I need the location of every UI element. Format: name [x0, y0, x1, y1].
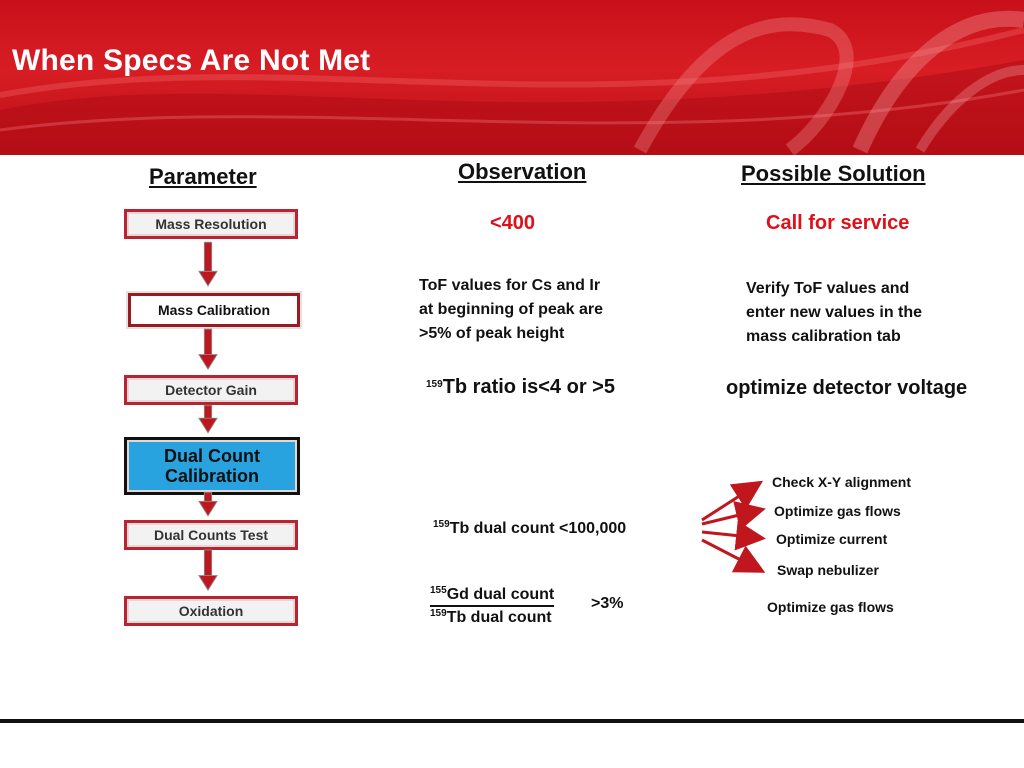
dual-test-solution-1: Check X-Y alignment: [772, 474, 912, 490]
flow-step-label: Detector Gain: [165, 382, 257, 398]
gain-observation: [426, 376, 615, 399]
flow-step-detector-gain: [124, 375, 298, 405]
oxidation-threshold: >3%: [591, 595, 624, 612]
flow-step-dual-count-calibration: [124, 437, 300, 495]
calibration-observation-line: ToF values for Cs and Ir: [419, 277, 601, 294]
isotope-superscript: 159: [426, 379, 443, 390]
flow-step-oxidation: [124, 596, 298, 626]
branching-arrows-icon: [698, 478, 778, 578]
oxidation-numerator: [430, 586, 554, 607]
calibration-solution-line: Verify ToF values and: [746, 280, 910, 297]
bottom-divider: [0, 719, 1024, 723]
isotope-superscript: 155: [430, 585, 447, 596]
parameter-header: Parameter: [149, 164, 257, 189]
calibration-solution-line: enter new values in the: [746, 304, 923, 321]
flow-step-label-line2: Calibration: [164, 466, 259, 486]
resolution-solution: Call for service: [766, 212, 910, 234]
resolution-observation: <400: [490, 212, 536, 234]
flow-arrow-down-icon: [198, 327, 218, 373]
calibration-observation: [419, 274, 603, 346]
oxidation-ratio: [430, 586, 554, 627]
flow-step-label: Mass Calibration: [157, 302, 271, 318]
calibration-solution: [746, 277, 922, 349]
flow-arrow-down-icon: [198, 404, 218, 436]
flow-step-mass-calibration: [128, 293, 300, 327]
numerator-text: Gd dual count: [446, 586, 555, 603]
flow-step-dual-counts-test: [124, 520, 298, 550]
gain-observation-text: Tb ratio is<4 or >5: [442, 376, 615, 398]
oxidation-solution: Optimize gas flows: [767, 599, 894, 615]
flow-step-label: Mass Resolution: [155, 216, 267, 232]
dual-test-observation: [433, 520, 626, 538]
dual-test-solution-4: Swap nebulizer: [777, 562, 879, 578]
flow-step-label-line1: Dual Count: [164, 446, 260, 466]
calibration-solution-line: mass calibration tab: [746, 328, 901, 345]
dual-test-solution-2: Optimize gas flows: [774, 503, 901, 519]
solution-header: Possible Solution: [741, 161, 926, 186]
dual-test-observation-text: Tb dual count <100,000: [449, 520, 627, 537]
flow-arrow-down-icon: [198, 491, 218, 519]
observation-header: Observation: [458, 159, 587, 184]
calibration-observation-line: >5% of peak height: [419, 325, 565, 342]
calibration-observation-line: at beginning of peak are: [419, 301, 604, 318]
flow-step-label: Oxidation: [178, 603, 244, 619]
flow-arrow-down-icon: [198, 548, 218, 594]
dual-test-solution-3: Optimize current: [776, 531, 888, 547]
flow-step-label: Dual Counts Test: [153, 527, 269, 543]
flow-step-mass-resolution: [124, 209, 298, 239]
denominator-text: Tb dual count: [446, 609, 552, 626]
title-banner: [0, 0, 1024, 155]
gain-solution: optimize detector voltage: [726, 377, 968, 399]
oxidation-denominator: [430, 609, 554, 627]
flow-arrow-down-icon: [198, 240, 218, 290]
isotope-superscript: 159: [433, 519, 450, 530]
isotope-superscript: 159: [430, 608, 447, 619]
slide-title: When Specs Are Not Met: [12, 44, 371, 77]
